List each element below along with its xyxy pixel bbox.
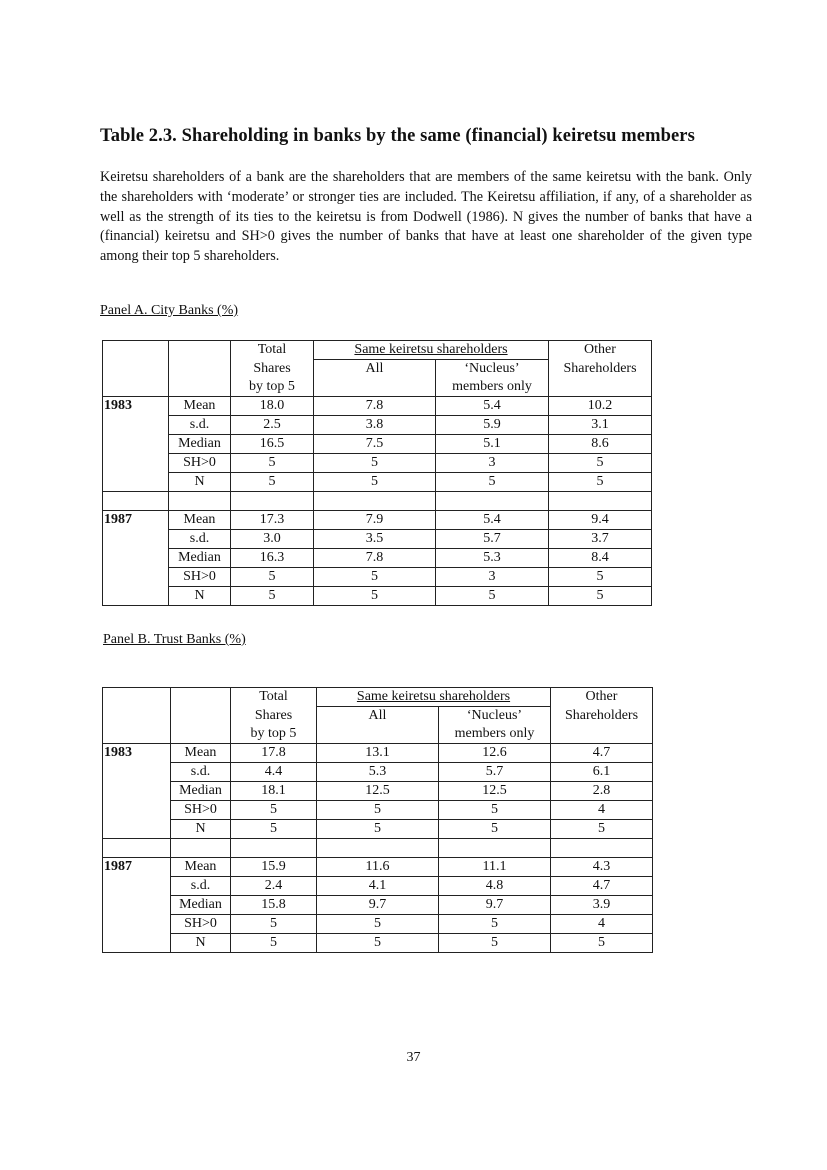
header-blank	[103, 341, 169, 360]
table-row	[103, 587, 652, 606]
stat-label: Mean	[169, 511, 231, 530]
spacer-cell	[439, 839, 551, 858]
header-row	[103, 341, 652, 360]
stat-label: Mean	[171, 744, 231, 763]
cell-nucleus: 5.4	[436, 511, 549, 530]
panel-b-label: Panel B. Trust Banks (%)	[103, 632, 246, 647]
cell-total: 5	[231, 473, 314, 492]
cell-nucleus: 12.5	[439, 782, 551, 801]
year-blank	[103, 801, 171, 820]
spacer-row	[103, 492, 652, 511]
cell-nucleus: 12.6	[439, 744, 551, 763]
cell-other: 2.8	[551, 782, 653, 801]
year-blank	[103, 454, 169, 473]
cell-total: 16.5	[231, 435, 314, 454]
table-row	[103, 744, 653, 763]
year-label: 1983	[103, 744, 171, 763]
header-nucleus: ‘Nucleus’	[439, 707, 551, 726]
table-row	[103, 530, 652, 549]
stat-label: s.d.	[171, 763, 231, 782]
stat-label: Mean	[169, 397, 231, 416]
table-title: Table 2.3. Shareholding in banks by the same (financial) keiretsu members	[100, 126, 695, 146]
cell-nucleus: 3	[436, 568, 549, 587]
header-other	[549, 378, 652, 397]
spacer-cell	[436, 492, 549, 511]
stat-label: Median	[171, 896, 231, 915]
stat-label: SH>0	[171, 915, 231, 934]
spacer-cell	[317, 839, 439, 858]
cell-other: 6.1	[551, 763, 653, 782]
cell-all: 5	[314, 454, 436, 473]
table-row	[103, 877, 653, 896]
cell-nucleus: 5.7	[439, 763, 551, 782]
stat-label: SH>0	[169, 454, 231, 473]
header-blank	[171, 707, 231, 726]
header-blank	[103, 688, 171, 707]
cell-total: 16.3	[231, 549, 314, 568]
cell-total: 5	[231, 934, 317, 953]
year-label: 1987	[103, 858, 171, 877]
header-other: Other	[551, 688, 653, 707]
cell-total: 18.0	[231, 397, 314, 416]
cell-all: 5	[317, 934, 439, 953]
table-row	[103, 435, 652, 454]
cell-nucleus: 5	[436, 587, 549, 606]
cell-nucleus: 5	[439, 801, 551, 820]
table-row	[103, 801, 653, 820]
stat-label: s.d.	[171, 877, 231, 896]
header-other	[551, 725, 653, 744]
spacer-cell	[171, 839, 231, 858]
cell-all: 7.5	[314, 435, 436, 454]
spacer-cell	[103, 492, 169, 511]
cell-other: 4	[551, 801, 653, 820]
stat-label: Mean	[171, 858, 231, 877]
year-blank	[103, 435, 169, 454]
header-row	[103, 360, 652, 379]
table-row	[103, 820, 653, 839]
spacer-cell	[314, 492, 436, 511]
year-blank	[103, 587, 169, 606]
cell-nucleus: 5	[436, 473, 549, 492]
year-blank	[103, 820, 171, 839]
cell-nucleus: 4.8	[439, 877, 551, 896]
year-blank	[103, 416, 169, 435]
header-blank	[103, 725, 171, 744]
intro-paragraph: Keiretsu shareholders of a bank are the shareholders that are members of the same keiretsu with the bank. Only the shareholders with ‘moderate’ or stronger ties are included. The Keiretsu affiliation, if any, of a shareholder as well as the strength of its ties to the keiretsu is from Dodwell (1986). N gives the number of banks that have a (financial) keiretsu and SH>0 gives the number of banks that have at least one shareholder of the given type among their top 5 shareholders.	[100, 169, 752, 265]
spacer-cell	[231, 839, 317, 858]
table-row	[103, 454, 652, 473]
stat-label: N	[169, 473, 231, 492]
cell-total: 5	[231, 915, 317, 934]
cell-nucleus: 5	[439, 915, 551, 934]
header-blank	[171, 725, 231, 744]
cell-all: 13.1	[317, 744, 439, 763]
stat-label: s.d.	[169, 416, 231, 435]
spacer-row	[103, 839, 653, 858]
cell-other: 5	[551, 820, 653, 839]
stat-label: N	[171, 820, 231, 839]
header-nucleus: members only	[436, 378, 549, 397]
header-blank	[169, 360, 231, 379]
spacer-cell	[551, 839, 653, 858]
cell-all: 7.9	[314, 511, 436, 530]
cell-nucleus: 5.9	[436, 416, 549, 435]
table-row	[103, 782, 653, 801]
cell-all: 9.7	[317, 896, 439, 915]
cell-all: 5	[317, 820, 439, 839]
header-all	[314, 378, 436, 397]
cell-other: 3.9	[551, 896, 653, 915]
header-blank	[103, 378, 169, 397]
panel-b-table	[102, 687, 653, 953]
year-blank	[103, 549, 169, 568]
cell-all: 7.8	[314, 549, 436, 568]
cell-other: 4	[551, 915, 653, 934]
cell-all: 5	[317, 801, 439, 820]
header-total: Shares	[231, 707, 317, 726]
table-row	[103, 397, 652, 416]
cell-all: 4.1	[317, 877, 439, 896]
header-row	[103, 378, 652, 397]
year-blank	[103, 934, 171, 953]
year-blank	[103, 782, 171, 801]
cell-nucleus: 5.4	[436, 397, 549, 416]
cell-nucleus: 5.1	[436, 435, 549, 454]
page-number: 37	[406, 1050, 421, 1065]
spacer-cell	[549, 492, 652, 511]
spacer-cell	[231, 492, 314, 511]
year-blank	[103, 763, 171, 782]
spacer-cell	[103, 839, 171, 858]
year-blank	[103, 568, 169, 587]
table-row	[103, 858, 653, 877]
year-blank	[103, 896, 171, 915]
cell-other: 3.1	[549, 416, 652, 435]
header-other: Other	[549, 341, 652, 360]
cell-total: 5	[231, 454, 314, 473]
cell-nucleus: 9.7	[439, 896, 551, 915]
table-row	[103, 915, 653, 934]
cell-nucleus: 5	[439, 820, 551, 839]
header-all: All	[317, 707, 439, 726]
cell-total: 18.1	[231, 782, 317, 801]
cell-all: 5	[317, 915, 439, 934]
year-label: 1983	[103, 397, 169, 416]
stat-label: SH>0	[169, 568, 231, 587]
stat-label: SH>0	[171, 801, 231, 820]
header-all	[317, 725, 439, 744]
header-same-keiretsu: Same keiretsu shareholders	[314, 341, 549, 360]
cell-all: 3.5	[314, 530, 436, 549]
table-row	[103, 511, 652, 530]
header-other: Shareholders	[551, 707, 653, 726]
cell-all: 7.8	[314, 397, 436, 416]
cell-total: 2.5	[231, 416, 314, 435]
cell-other: 5	[551, 934, 653, 953]
cell-all: 5	[314, 473, 436, 492]
panel-a-table	[102, 340, 652, 606]
cell-other: 5	[549, 454, 652, 473]
cell-other: 5	[549, 587, 652, 606]
header-blank	[169, 378, 231, 397]
cell-total: 5	[231, 587, 314, 606]
table-row	[103, 416, 652, 435]
cell-nucleus: 5	[439, 934, 551, 953]
cell-all: 3.8	[314, 416, 436, 435]
cell-all: 5	[314, 568, 436, 587]
year-blank	[103, 473, 169, 492]
table-row	[103, 473, 652, 492]
cell-other: 4.7	[551, 877, 653, 896]
cell-all: 12.5	[317, 782, 439, 801]
cell-other: 3.7	[549, 530, 652, 549]
header-nucleus: members only	[439, 725, 551, 744]
cell-total: 3.0	[231, 530, 314, 549]
cell-nucleus: 5.3	[436, 549, 549, 568]
header-same-keiretsu: Same keiretsu shareholders	[317, 688, 551, 707]
cell-total: 15.9	[231, 858, 317, 877]
stat-label: s.d.	[169, 530, 231, 549]
cell-total: 5	[231, 820, 317, 839]
panel-a-label: Panel A. City Banks (%)	[100, 303, 239, 318]
table-row	[103, 549, 652, 568]
stat-label: Median	[169, 549, 231, 568]
cell-other: 5	[549, 568, 652, 587]
cell-nucleus: 3	[436, 454, 549, 473]
header-total: Total	[231, 688, 317, 707]
header-other: Shareholders	[549, 360, 652, 379]
header-all: All	[314, 360, 436, 379]
table-row	[103, 934, 653, 953]
cell-total: 5	[231, 568, 314, 587]
cell-other: 4.7	[551, 744, 653, 763]
year-blank	[103, 915, 171, 934]
cell-all: 11.6	[317, 858, 439, 877]
year-blank	[103, 530, 169, 549]
cell-other: 8.6	[549, 435, 652, 454]
table-row	[103, 763, 653, 782]
header-total: Total	[231, 341, 314, 360]
header-blank	[103, 360, 169, 379]
cell-total: 4.4	[231, 763, 317, 782]
stat-label: N	[171, 934, 231, 953]
header-blank	[103, 707, 171, 726]
header-blank	[171, 688, 231, 707]
cell-other: 8.4	[549, 549, 652, 568]
cell-other: 10.2	[549, 397, 652, 416]
cell-total: 2.4	[231, 877, 317, 896]
cell-all: 5	[314, 587, 436, 606]
cell-other: 4.3	[551, 858, 653, 877]
cell-total: 17.8	[231, 744, 317, 763]
header-total: Shares	[231, 360, 314, 379]
header-nucleus: ‘Nucleus’	[436, 360, 549, 379]
header-total: by top 5	[231, 725, 317, 744]
cell-all: 5.3	[317, 763, 439, 782]
header-blank	[169, 341, 231, 360]
year-label: 1987	[103, 511, 169, 530]
cell-nucleus: 5.7	[436, 530, 549, 549]
stat-label: Median	[171, 782, 231, 801]
year-blank	[103, 877, 171, 896]
cell-total: 15.8	[231, 896, 317, 915]
spacer-cell	[169, 492, 231, 511]
cell-other: 5	[549, 473, 652, 492]
header-row	[103, 688, 653, 707]
header-total: by top 5	[231, 378, 314, 397]
header-row	[103, 725, 653, 744]
cell-other: 9.4	[549, 511, 652, 530]
header-row	[103, 707, 653, 726]
cell-total: 5	[231, 801, 317, 820]
table-row	[103, 568, 652, 587]
cell-nucleus: 11.1	[439, 858, 551, 877]
cell-total: 17.3	[231, 511, 314, 530]
stat-label: Median	[169, 435, 231, 454]
table-row	[103, 896, 653, 915]
stat-label: N	[169, 587, 231, 606]
